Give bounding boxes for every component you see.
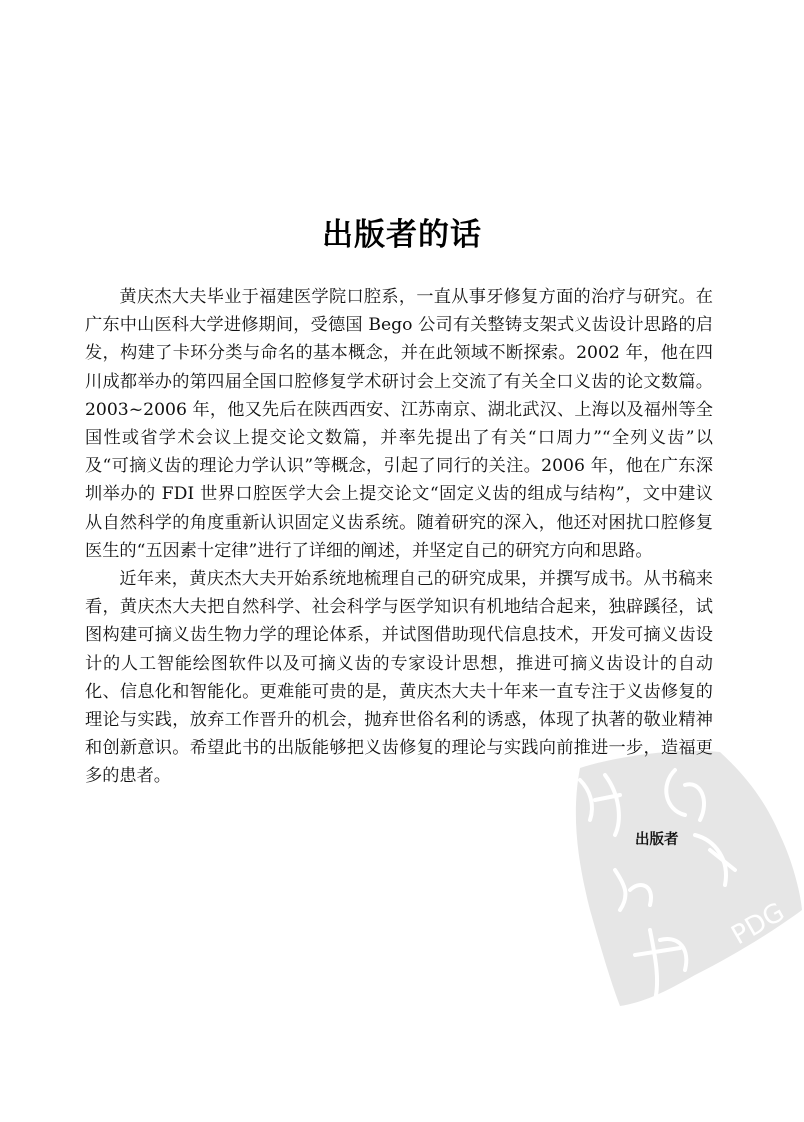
page-title: 出版者的话 (322, 216, 482, 253)
signature: 出版者 (635, 831, 679, 848)
paragraph-2: 近年来，黄庆杰大夫开始系统地梳理自己的研究成果，并撰写成书。从书稿来看，黄庆杰大夫把自然科学、社会科学与医学知识有机地结合起来，独辟蹊径，试图构建可摘义齿生物力学的理论体系，并试图借助现代信息技术，开发可摘义齿设计的人工智能绘图软件以及可摘义齿的专家设计思想，推进可摘义齿设计的自动化、信息化和智能化。更难能可贵的是，黄庆杰大夫十年来一直专注于义齿修复的理论与实践，放弃工作晋升的机会，抛弃世俗名利的诱惑，体现了执著的敬业精神和创新意识。希望此书的出版能够把义齿修复的理论与实践向前推进一步，造福更多的患者。 (85, 569, 713, 787)
watermark-label: PDG (726, 897, 790, 952)
paragraph-1: 黄庆杰大夫毕业于福建医学院口腔系，一直从事牙修复方面的治疗与研究。在广东中山医科大学进修期间，受德国 Bego 公司有关整铸支架式义齿设计思路的启发，构建了卡环分类与命名的基本概念，并在此领域不断探索。2002 年，他在四川成都举办的第四届全国口腔修复学术研讨会上交流了有关全口义齿的论文数篇。2003~2006 年，他又先后在陕西西安、江苏南京、湖北武汉、上海以及福州等全国性或省学术会议上提交论文数篇，并率先提出了有关“口周力”“全列义齿”以及“可摘义齿的理论力学认识”等概念，引起了同行的关注。2006 年，他在广东深圳举办的 FDI 世界口腔医学大会上提交论文“固定义齿的组成与结构”，文中建议从自然科学的角度重新认识固定义齿系统。随着研究的深入，他还对困扰口腔修复医生的“五因素十定律”进行了详细的阐述，并坚定自己的研究方向和思路。 (85, 287, 713, 561)
body-text (85, 283, 713, 791)
